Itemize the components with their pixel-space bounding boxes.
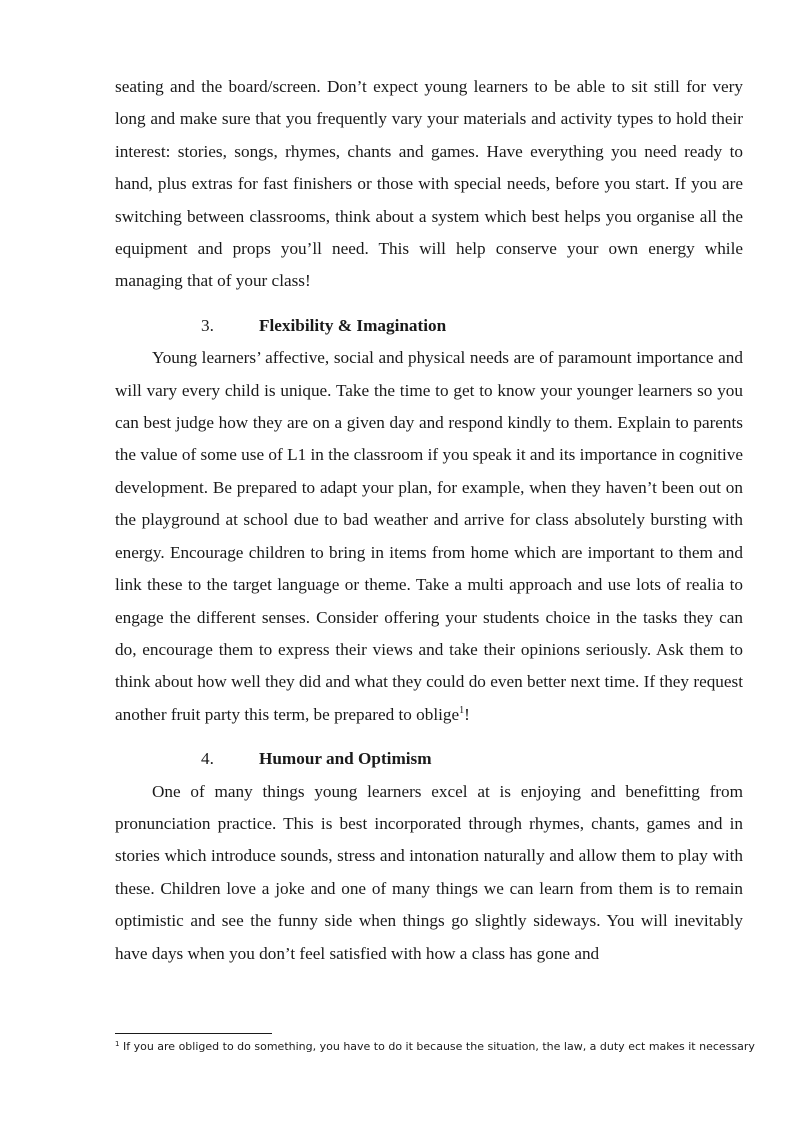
footnote-reference[interactable]: 1 bbox=[459, 704, 465, 716]
section-number: 3. bbox=[201, 315, 214, 335]
section-number: 4. bbox=[201, 749, 214, 769]
document-body bbox=[115, 71, 743, 970]
footnote-marker: 1 bbox=[115, 1040, 120, 1048]
footnote bbox=[115, 1039, 755, 1055]
section-title: Flexibility & Imagination bbox=[259, 315, 447, 335]
paragraph-text: Young learners’ affective, social and physical needs are of paramount importance and will vary every child is unique. Take the time to get to know your younger learners so you can best judge how they are on a given day and respond kindly to them. Explain to parents the value of some use of L1 in the classroom if you speak it and its importance in cognitive development. Be prepared to adapt your plan, for example, when they haven’t been out on the playground at school due to bad weather and arrive for class absolutely bursting with energy. Encourage children to bring in items from home which are important to them and link these to the target language or theme. Take a multi approach and use lots of realia to engage the different senses. Consider offering your students choice in the tasks they can do, encourage them to express their views and take their opinions seriously. Ask them to think about how well they did and what they could do even better next time. If they request another fruit party this term, be prepared to oblige bbox=[115, 348, 743, 724]
section-title: Humour and Optimism bbox=[259, 749, 432, 769]
paragraph-flexibility bbox=[115, 342, 743, 731]
section-heading-4 bbox=[115, 743, 743, 775]
paragraph-humour: One of many things young learners excel at is enjoying and benefitting from pronunciation practice. This is best incorporated through rhymes, chants, games and in stories which introduce sounds, stress and intonation naturally and allow them to play with these. Children love a joke and one of many things we can learn from them is to remain optimistic and see the funny side when things go slightly sideways. You will inevitably have days when you don’t feel satisfied with how a class has gone and bbox=[115, 781, 743, 963]
paragraph-organisation: seating and the board/screen. Don’t expect young learners to be able to sit still for very long and make sure that you frequently vary your materials and activity types to hold their interest: stories, songs, rhymes, chants and games. Have everything you need ready to hand, plus extras for fast finishers or those with special needs, before you start. If you are switching between classrooms, think about a system which best helps you organise all the equipment and props you’ll need. This will help conserve your own energy while managing that of your class! bbox=[115, 77, 743, 291]
paragraph-end: ! bbox=[464, 704, 470, 724]
footnote-separator bbox=[115, 1033, 272, 1034]
footnote-text: If you are obliged to do something, you have to do it because the situation, the law, a duty ect makes it necessary bbox=[119, 1040, 755, 1053]
section-heading-3 bbox=[115, 310, 743, 342]
